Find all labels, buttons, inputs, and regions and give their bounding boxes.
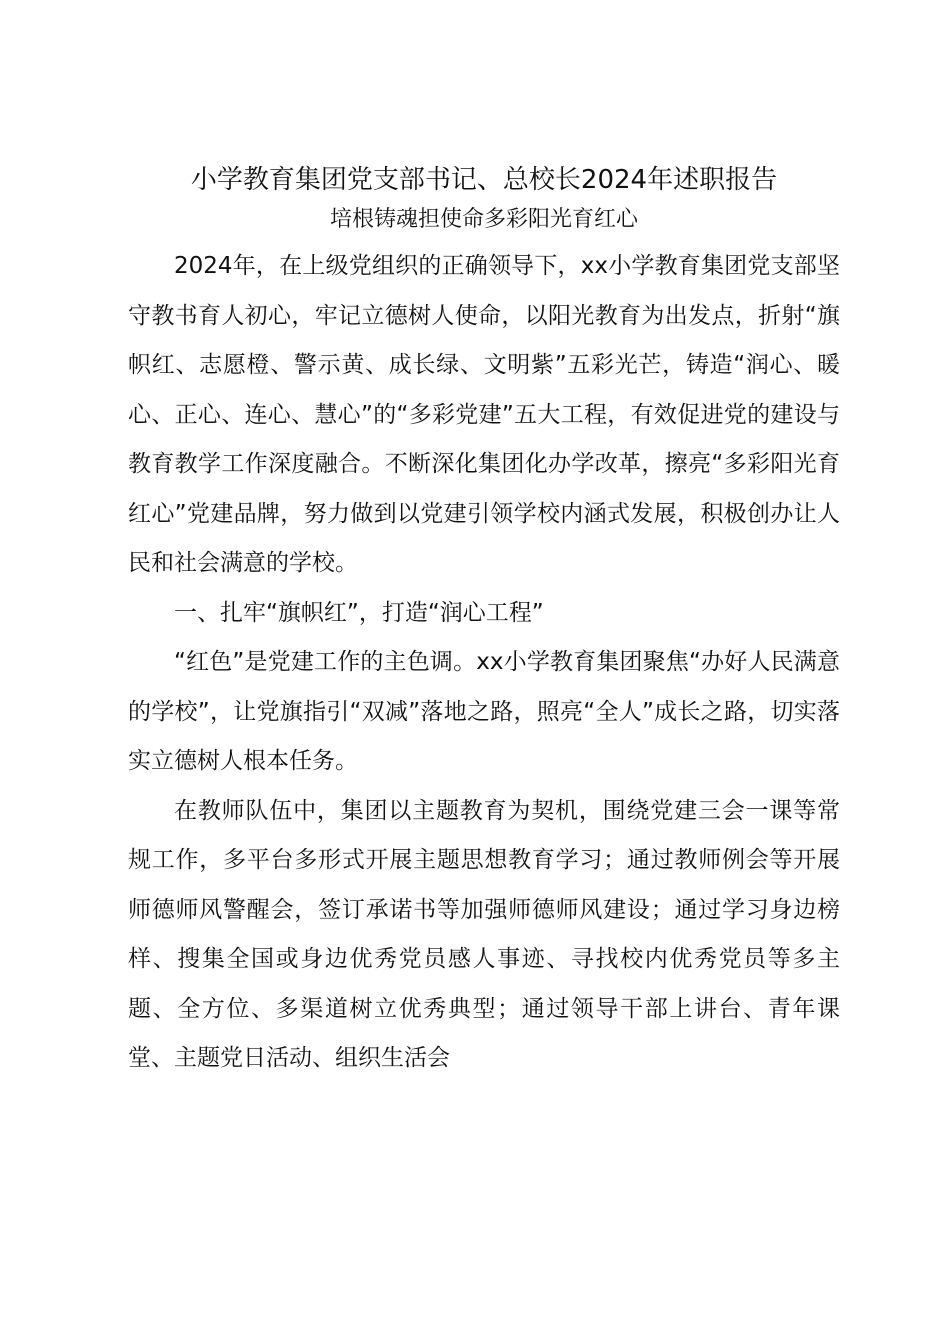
paragraph-red: “红色”是党建工作的主色调。xx小学教育集团聚焦“办好人民满意的学校”，让党旗指引“双减”落地之路，照亮“全人”成长之路，切实落实立德树人根本任务。 [128,649,840,774]
section-heading-1: 一、扎牢“旗帜红”，打造“润心工程” [174,599,544,626]
document-title: 小学教育集团党支部书记、总校长2024年述职报告 [190,165,778,195]
paragraph-teachers: 在教师队伍中，集团以主题教育为契机，围绕党建三会一课等常规工作，多平台多形式开展主题思想教育学习；通过教师例会等开展师德师风警醒会，签订承诺书等加强师德师风建设；通过学习身边榜样、搜集全国或身边优秀党员感人事迹、寻找校内优秀党员等多主题、全方位、多渠道树立优秀典型；通过领导干部上讲台、青年课堂、主题党日活动、组织生活会 [128,797,840,1071]
paragraph-intro: 2024年，在上级党组织的正确领导下，xx小学教育集团党支部坚守教书育人初心，牢记立德树人使命，以阳光教育为出发点，折射“旗帜红、志愿橙、警示黄、成长绿、文明紫”五彩光芒，铸造“润心、暖心、正心、连心、慧心”的“多彩党建”五大工程，有效促进党的建设与教育教学工作深度融合。不断深化集团化办学改革，擦亮“多彩阳光育红心”党建品牌，努力做到以党建引领学校内涵式发展，积极创办让人民和社会满意的学校。 [128,253,840,576]
document-subtitle: 培根铸魂担使命多彩阳光育红心 [329,207,638,232]
document-page [128,160,840,1084]
